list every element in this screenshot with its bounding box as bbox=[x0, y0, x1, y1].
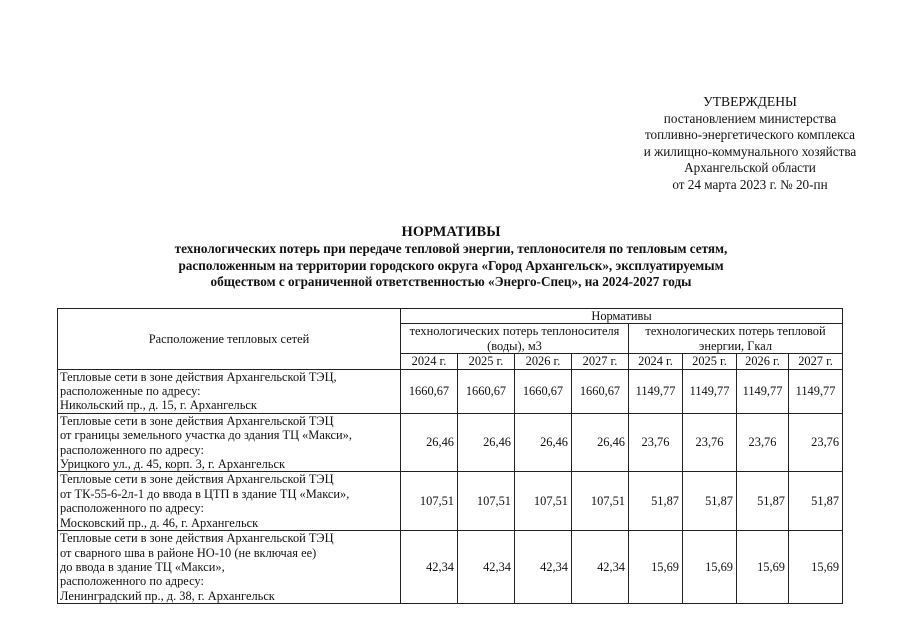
value-cell: 107,51 bbox=[515, 472, 572, 531]
value-cell: 23,76 bbox=[789, 413, 843, 472]
location-line: расположенного по адресу: bbox=[60, 442, 204, 457]
location-line: расположенного по адресу: bbox=[60, 501, 204, 516]
value-cell: 107,51 bbox=[572, 472, 629, 531]
value-cell: 1149,77 bbox=[683, 369, 737, 413]
table-row bbox=[58, 369, 843, 413]
value-cell: 51,87 bbox=[789, 472, 843, 531]
value-cell: 42,34 bbox=[515, 531, 572, 604]
location-line: расположенные по адресу: bbox=[60, 384, 201, 399]
location-line: от ТК-55-6-2л-1 до ввода в ЦТП в здание ТЦ «Макси», bbox=[60, 486, 350, 501]
location-line: Тепловые сети в зоне действия Архангельской ТЭЦ bbox=[60, 531, 334, 546]
document-subtitle-line: обществом с ограниченной ответственностью «Энерго-Спец», на 2024-2027 годы bbox=[210, 274, 692, 290]
table-row bbox=[58, 413, 843, 472]
table-row bbox=[58, 531, 843, 604]
value-cell: 1660,67 bbox=[572, 369, 629, 413]
value-cell: 51,87 bbox=[629, 472, 683, 531]
location-line: Урицкого ул., д. 45, корп. 3, г. Архангельск bbox=[60, 457, 285, 472]
location-line: от границы земельного участка до здания ТЦ «Макси», bbox=[60, 428, 352, 443]
location-line: Тепловые сети в зоне действия Архангельской ТЭЦ bbox=[60, 413, 334, 428]
value-cell: 23,76 bbox=[629, 413, 683, 472]
value-cell: 26,46 bbox=[458, 413, 515, 472]
header-row bbox=[58, 309, 843, 324]
header-heat-losses: технологических потерь тепловой энергии, Гкал bbox=[629, 324, 843, 354]
approval-line: и жилищно-коммунального хозяйства bbox=[643, 143, 857, 159]
value-cell: 1660,67 bbox=[401, 369, 458, 413]
normatives-table bbox=[57, 308, 843, 604]
value-cell: 1149,77 bbox=[629, 369, 683, 413]
header-year: 2025 г. bbox=[458, 354, 515, 369]
value-cell: 1660,67 bbox=[515, 369, 572, 413]
location-line: Московский пр., д. 46, г. Архангельск bbox=[60, 515, 259, 530]
approval-block bbox=[600, 94, 900, 194]
value-cell: 23,76 bbox=[683, 413, 737, 472]
location-line: Тепловые сети в зоне действия Архангельской ТЭЦ bbox=[60, 472, 334, 487]
approval-line: топливно-энергетического комплекса bbox=[644, 127, 856, 143]
header-normatives: Нормативы bbox=[401, 309, 843, 324]
approval-date: от 24 марта 2023 г. № 20-пн bbox=[672, 176, 828, 192]
location-line: до ввода в здание ТЦ «Макси», bbox=[60, 559, 225, 574]
value-cell: 15,69 bbox=[629, 531, 683, 604]
document-subtitle-line: расположенным на территории городского округа «Город Архангельск», эксплуатируемым bbox=[178, 257, 724, 273]
value-cell: 42,34 bbox=[458, 531, 515, 604]
header-water-losses: технологических потерь теплоносителя (воды), м3 bbox=[401, 324, 629, 354]
document-title-block bbox=[60, 223, 842, 291]
document-subtitle-line: технологических потерь при передаче тепловой энергии, теплоносителя по тепловым сетям, bbox=[174, 241, 728, 256]
approval-line: Архангельской области bbox=[684, 160, 816, 176]
location-line: Никольский пр., д. 15, г. Архангельск bbox=[60, 398, 257, 413]
location-cell bbox=[58, 413, 401, 472]
location-cell bbox=[58, 531, 401, 604]
header-year: 2026 г. bbox=[515, 354, 572, 369]
value-cell: 1660,67 bbox=[458, 369, 515, 413]
location-line: от сварного шва в районе НО-10 (не включая ее) bbox=[60, 545, 317, 560]
header-year: 2024 г. bbox=[401, 354, 458, 369]
header-year: 2027 г. bbox=[572, 354, 629, 369]
location-cell bbox=[58, 369, 401, 413]
approval-heading: УТВЕРЖДЕНЫ bbox=[703, 94, 797, 109]
value-cell: 1149,77 bbox=[737, 369, 789, 413]
value-cell: 15,69 bbox=[789, 531, 843, 604]
location-line: расположенного по адресу: bbox=[60, 574, 204, 589]
value-cell: 1149,77 bbox=[789, 369, 843, 413]
value-cell: 26,46 bbox=[515, 413, 572, 472]
header-year: 2026 г. bbox=[737, 354, 789, 369]
value-cell: 107,51 bbox=[458, 472, 515, 531]
header-location: Расположение тепловых сетей bbox=[58, 309, 401, 370]
table-row bbox=[58, 472, 843, 531]
location-line: Ленинградский пр., д. 38, г. Архангельск bbox=[60, 588, 275, 603]
location-cell bbox=[58, 472, 401, 531]
value-cell: 26,46 bbox=[572, 413, 629, 472]
header-year: 2025 г. bbox=[683, 354, 737, 369]
value-cell: 23,76 bbox=[737, 413, 789, 472]
approval-line: постановлением министерства bbox=[663, 110, 837, 126]
location-line: Тепловые сети в зоне действия Архангельской ТЭЦ, bbox=[60, 369, 337, 384]
value-cell: 107,51 bbox=[401, 472, 458, 531]
value-cell: 42,34 bbox=[401, 531, 458, 604]
value-cell: 15,69 bbox=[737, 531, 789, 604]
value-cell: 42,34 bbox=[572, 531, 629, 604]
value-cell: 26,46 bbox=[401, 413, 458, 472]
value-cell: 51,87 bbox=[737, 472, 789, 531]
header-year: 2024 г. bbox=[629, 354, 683, 369]
header-year: 2027 г. bbox=[789, 354, 843, 369]
document-title: НОРМАТИВЫ bbox=[401, 224, 501, 240]
value-cell: 15,69 bbox=[683, 531, 737, 604]
value-cell: 51,87 bbox=[683, 472, 737, 531]
